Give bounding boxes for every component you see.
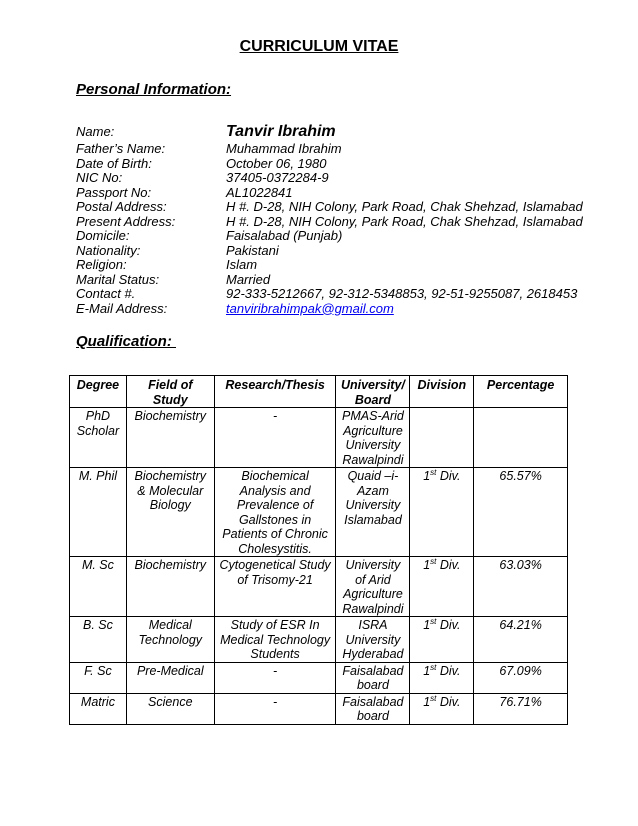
- field-value: Muhammad Ibrahim: [226, 141, 342, 156]
- cell-field: Pre-Medical: [126, 662, 214, 693]
- field-row-nationality: [76, 244, 583, 259]
- field-row-passport: [76, 186, 583, 201]
- cell-university: University of Arid Agriculture Rawalpindi: [336, 557, 410, 617]
- field-row-domicile: [76, 229, 583, 244]
- page-title: CURRICULUM VITAE: [239, 38, 399, 55]
- field-label: E-Mail Address:: [76, 300, 168, 316]
- field-value: Pakistani: [226, 242, 279, 258]
- email-link[interactable]: tanviribrahimpak@gmail.com: [226, 300, 394, 316]
- table-header-row: [70, 376, 568, 408]
- cell-degree: M. Phil: [70, 468, 127, 557]
- field-label: Present Address:: [76, 213, 176, 229]
- cell-university: PMAS-Arid Agriculture University Rawalpindi: [336, 408, 410, 468]
- cell-division: 1st Div.: [410, 693, 474, 724]
- cell-thesis: -: [214, 662, 336, 693]
- cell-percentage: 65.57%: [474, 468, 568, 557]
- col-header-degree: Degree: [70, 376, 127, 408]
- cell-division: [410, 408, 474, 468]
- table-row: [70, 693, 568, 724]
- cell-division: 1st Div.: [410, 468, 474, 557]
- cell-thesis: -: [214, 408, 336, 468]
- field-row-marital-status: [76, 273, 583, 288]
- cell-degree: B. Sc: [70, 617, 127, 663]
- field-label: Marital Status:: [76, 271, 160, 287]
- cell-percentage: 63.03%: [474, 557, 568, 617]
- field-label: Father’s Name:: [76, 141, 166, 156]
- table-row: [70, 468, 568, 557]
- field-label: Nationality:: [76, 242, 141, 258]
- table-row: [70, 408, 568, 468]
- full-name: Tanvir Ibrahim: [226, 123, 336, 140]
- field-value: Islam: [226, 257, 258, 272]
- field-row-present-address: [76, 215, 583, 230]
- field-label: Postal Address:: [76, 199, 167, 214]
- cell-thesis: -: [214, 693, 336, 724]
- field-value: Faisalabad (Punjab): [226, 228, 343, 243]
- table-row: [70, 557, 568, 617]
- cell-degree: F. Sc: [70, 662, 127, 693]
- field-row-email: [76, 302, 583, 317]
- personal-info-list: [76, 124, 583, 316]
- cell-university: Faisalabad board: [336, 662, 410, 693]
- cell-field: Medical Technology: [126, 617, 214, 663]
- cell-division: 1st Div.: [410, 557, 474, 617]
- table-row: [70, 662, 568, 693]
- field-row-father-name: [76, 142, 583, 157]
- field-value: Married: [226, 271, 271, 287]
- cell-thesis: Study of ESR In Medical Technology Students: [214, 617, 336, 663]
- cell-university: ISRA University Hyderabad: [336, 617, 410, 663]
- col-header-field: Field of Study: [126, 376, 214, 408]
- cell-percentage: 76.71%: [474, 693, 568, 724]
- cell-thesis: Cytogenetical Study of Trisomy-21: [214, 557, 336, 617]
- cell-thesis: Biochemical Analysis and Prevalence of Gallstones in Patients of Chronic Cholesystitis.: [214, 468, 336, 557]
- cell-degree: PhD Scholar: [70, 408, 127, 468]
- field-value: 92-333-5212667, 92-312-5348853, 92-51-9255087, 2618453: [226, 286, 578, 301]
- cell-university: Faisalabad board: [336, 693, 410, 724]
- cell-field: Science: [126, 693, 214, 724]
- field-value: H #. D-28, NIH Colony, Park Road, Chak Shehzad, Islamabad: [226, 213, 583, 229]
- field-label: Domicile:: [76, 228, 130, 243]
- field-row-postal-address: [76, 200, 583, 215]
- cell-percentage: 67.09%: [474, 662, 568, 693]
- field-label: Contact #.: [76, 286, 136, 301]
- cell-university: Quaid –i-Azam University Islamabad: [336, 468, 410, 557]
- field-row-dob: [76, 157, 583, 172]
- field-value: 37405-0372284-9: [226, 170, 329, 185]
- field-row-religion: [76, 258, 583, 273]
- cell-division: 1st Div.: [410, 617, 474, 663]
- personal-info-heading: Personal Information:: [76, 81, 232, 98]
- col-header-division: Division: [410, 376, 474, 408]
- cell-field: Biochemistry & Molecular Biology: [126, 468, 214, 557]
- cell-percentage: [474, 408, 568, 468]
- field-row-contact: [76, 287, 583, 302]
- field-label: NIC No:: [76, 170, 123, 185]
- field-row-name: [76, 124, 583, 140]
- table-row: [70, 617, 568, 663]
- cell-field: Biochemistry: [126, 557, 214, 617]
- field-value: AL1022841: [226, 184, 293, 200]
- field-row-nic: [76, 171, 583, 186]
- cell-field: Biochemistry: [126, 408, 214, 468]
- cell-percentage: 64.21%: [474, 617, 568, 663]
- cell-degree: M. Sc: [70, 557, 127, 617]
- cell-division: 1st Div.: [410, 662, 474, 693]
- field-label: Passport No:: [76, 184, 152, 200]
- qualification-table: [69, 375, 568, 725]
- col-header-university: University/ Board: [336, 376, 410, 408]
- col-header-thesis: Research/Thesis: [214, 376, 336, 408]
- field-value: October 06, 1980: [226, 155, 327, 171]
- col-header-percentage: Percentage: [474, 376, 568, 408]
- qualification-heading: Qualification:: [76, 333, 177, 350]
- field-label: Name:: [76, 124, 115, 139]
- field-value: H #. D-28, NIH Colony, Park Road, Chak Shehzad, Islamabad: [226, 199, 583, 214]
- field-label: Date of Birth:: [76, 155, 152, 171]
- cell-degree: Matric: [70, 693, 127, 724]
- field-label: Religion:: [76, 257, 127, 272]
